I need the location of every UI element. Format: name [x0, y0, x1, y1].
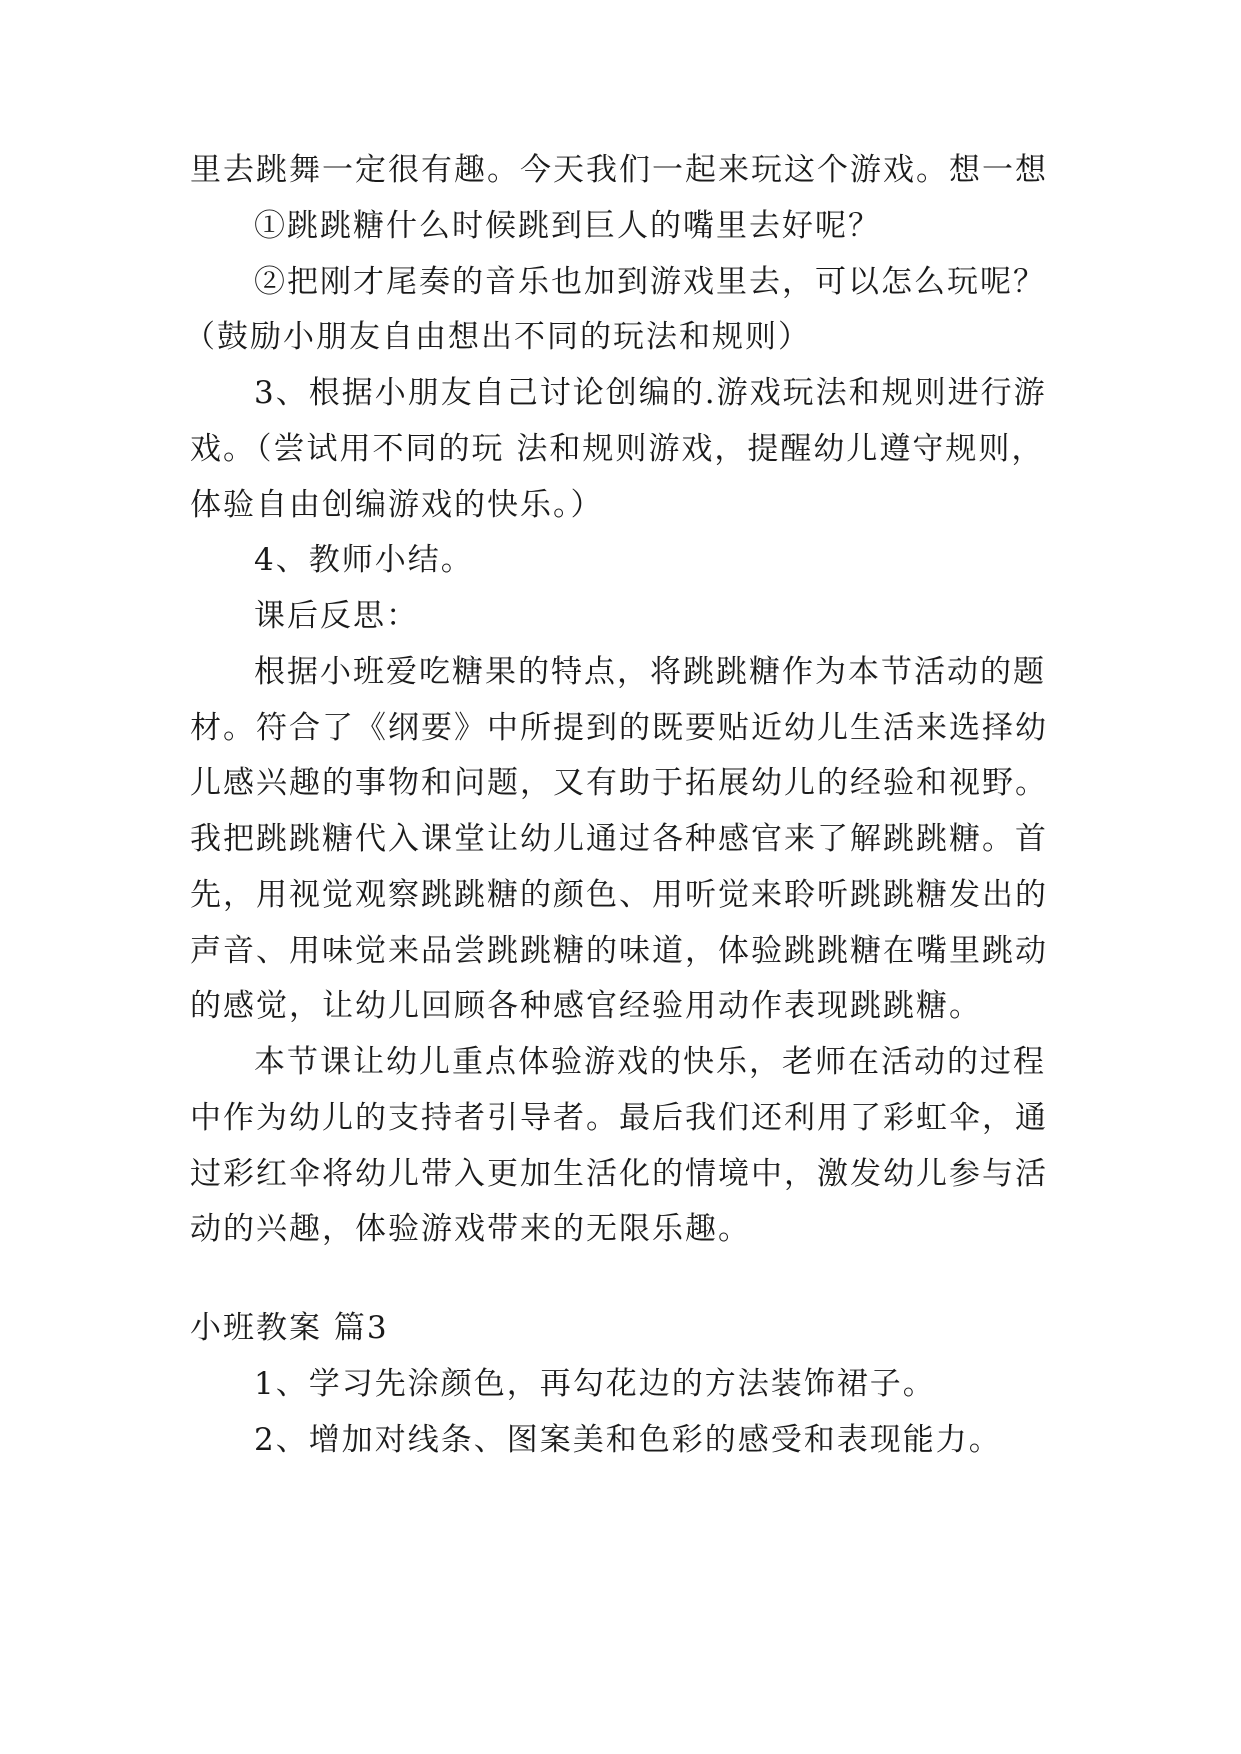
text-line: 的感觉，让幼儿回顾各种感官经验用动作表现跳跳糖。 — [190, 988, 982, 1024]
goal-2: 2、增加对线条、图案美和色彩的感受和表现能力。 — [254, 1422, 1002, 1458]
text-line: 动的兴趣，体验游戏带来的无限乐趣。 — [190, 1211, 751, 1247]
text-line: 儿感兴趣的事物和问题，又有助于拓展幼儿的经验和视野。 — [190, 765, 1048, 801]
question-2: ②把刚才尾奏的音乐也加到游戏里去，可以怎么玩呢？ — [254, 264, 1046, 300]
reflection-heading: 课后反思： — [254, 598, 419, 634]
text-line: 里去跳舞一定很有趣。今天我们一起来玩这个游戏。想一想 — [190, 152, 1048, 188]
text-line: 中作为幼儿的支持者引导者。最后我们还利用了彩虹伞，通 — [190, 1100, 1048, 1136]
text-line: 戏。（尝试用不同的玩 法和规则游戏，提醒幼儿遵守规则， — [190, 431, 1045, 467]
step-3: 3、根据小朋友自己讨论创编的.游戏玩法和规则进行游 — [254, 375, 1047, 411]
question-1: ①跳跳糖什么时候跳到巨人的嘴里去好呢？ — [254, 208, 881, 244]
text-line: 体验自由创编游戏的快乐。） — [190, 487, 604, 523]
text-line: 过彩红伞将幼儿带入更加生活化的情境中，激发幼儿参与活 — [190, 1156, 1048, 1192]
goal-1: 1、学习先涂颜色，再勾花边的方法装饰裙子。 — [254, 1366, 936, 1402]
section-heading: 小班教案 篇3 — [190, 1310, 389, 1346]
reflection-paragraph-2: 本节课让幼儿重点体验游戏的快乐，老师在活动的过程 — [254, 1044, 1046, 1080]
text-line: （鼓励小朋友自由想出不同的玩法和规则） — [184, 319, 811, 355]
text-line: 材。符合了《纲要》中所提到的既要贴近幼儿生活来选择幼 — [190, 710, 1048, 746]
text-line: 我把跳跳糖代入课堂让幼儿通过各种感官来了解跳跳糖。首 — [190, 821, 1048, 857]
text-line: 先，用视觉观察跳跳糖的颜色、用听觉来聆听跳跳糖发出的 — [190, 877, 1048, 913]
text-line: 声音、用味觉来品尝跳跳糖的味道，体验跳跳糖在嘴里跳动 — [190, 933, 1048, 969]
step-4: 4、教师小结。 — [254, 542, 474, 578]
reflection-paragraph-1: 根据小班爱吃糖果的特点，将跳跳糖作为本节活动的题 — [254, 654, 1046, 690]
